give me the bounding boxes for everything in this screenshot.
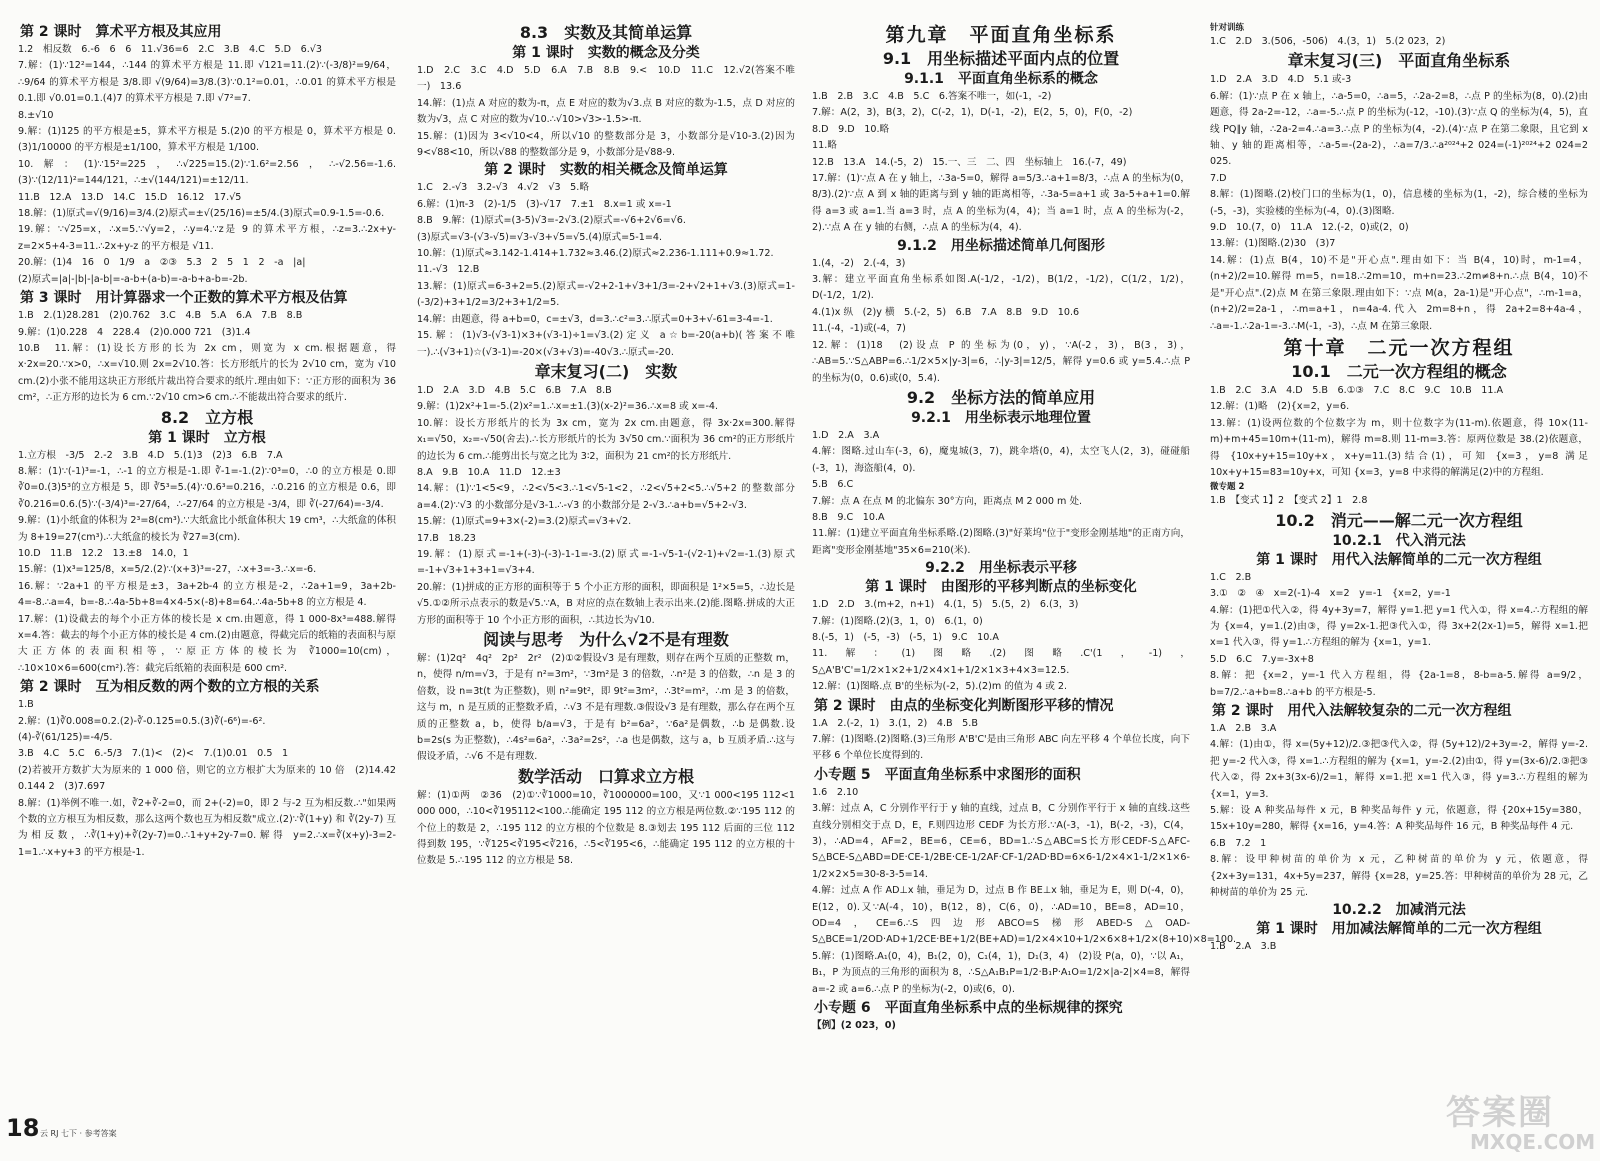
lesson-title: 9.2.1 用坐标表示地理位置 xyxy=(911,409,1091,426)
answer-paragraph: 8.解：(1)∵(-1)³=-1，∴-1 的立方根是-1.即 ∛-1=-1.(2)∵0³=0，∴0 的立方根是 0.即 ∛0=0.(3)5³的立方根是 5，即 ∛5³=5.(4)∵0.6³=0.216，∴0.216 的立方根是 0.6，即 ∛0.216=0.6.(5)∵(-3/4)³=-27/64，∴-27/64 的立方根是 -3/4，即 ∛(-27/64)=-3/4. xyxy=(18,465,396,510)
lesson-title: 第 2 课时 实数的相关概念及简单运算 xyxy=(484,162,728,179)
answer-paragraph: 11.(-4，-1)或(-4，7) xyxy=(812,323,906,335)
lesson-title: 小专题 5 平面直角坐标系中求图形的面积 xyxy=(814,766,1081,783)
answer-paragraph: 1.B 2.B 3.C 4.B 5.C 6.答案不唯一，如(-1，-2) xyxy=(812,91,1052,102)
answer-paragraph: 7.解：(1)图略.(2)(3，1，0) 6.(1，0) xyxy=(812,615,983,627)
section-title: 10.1 二元一次方程组的概念 xyxy=(1291,361,1507,381)
subsection-label: 针对训练 xyxy=(1210,23,1245,33)
lesson-title: 第 1 课时 由图形的平移判断点的坐标变化 xyxy=(865,579,1137,596)
answer-column-4 xyxy=(1210,22,1588,1142)
answer-paragraph: 14.解：由题意，得 a+b=0，c=±√3，d=3.∴c²=3.∴原式=0+3+√-61=3-4=-1. xyxy=(417,313,773,325)
lesson-title: 9.2.2 用坐标表示平移 xyxy=(925,560,1077,577)
answer-paragraph: 14.解：(1)点 B(4，10)不是"开心点".理由如下：当 B(4，10)时，m-1=4，(n+2)/2=10.解得 m=5，n=18.∴2m=10，m+n=23.∴2m≠8+n.∴点 B(4，10)不是"开心点".(2)点 M 在第三象限.理由如下：∵点 M(a，2a-1)是"开心点"，∴m-1=a，(n+2)/2=2a-1，∴m=a+1，n=4a-4.代入 2m=8+n，得 2a+2=8+4a-4，∴a=-1.∴2a-1=-3.∴M(-1，-3)，∴点 M 在第三象限. xyxy=(1210,254,1588,332)
answer-paragraph: 15.解：(1)√3-(√3-1)×3+(√3-1)÷1=√3.(2)定义 a☆b=-20(a+b)(答案不唯一).∴(√3+1)☆(√3-1)=-20×(√3+√3)=-40√3.∴原式=-20. xyxy=(417,330,795,358)
answer-paragraph: 8.(-5，1) (-5，-3) (-5，1) 9.C 10.A xyxy=(812,631,999,643)
watermark-url: MXQE.COM xyxy=(1470,1130,1596,1154)
answer-paragraph: 1.B 2.(1)28.281 (2)0.762 3.C 4.B 5.A 6.A 7.B 8.B xyxy=(18,310,303,322)
answer-paragraph: 10.B 11.解：(1)设长方形的长为 2x cm，则宽为 x cm.根据题意，得 x·2x=20.∵x>0，∴x=√10.则 2x=2√10.答：长方形纸片的长为 2√10 cm，宽为 √10 cm.(2)小张不能用这块正方形纸片裁出符合要求的纸片.理由如下：∵正方形的面积为 36 cm²，∴正方形的边长为 6 cm.∵2√10 cm>6 cm.∴不能裁出符合要求的纸片. xyxy=(18,342,396,404)
lesson-title: 9.1.2 用坐标描述简单几何图形 xyxy=(897,237,1105,254)
section-title: 10.2 消元——解二元一次方程组 xyxy=(1275,510,1523,530)
answer-paragraph: 19.解：(1)原式=-1+(-3)-(-3)-1-1=-3.(2)原式=-1-√5-1-(√2-1)+√2=-1.(3)原式=-1+√3+1+3+1=√3+4. xyxy=(417,548,795,577)
answer-paragraph: 1.C 2.D 3.(506，-506) 4.(3，1) 5.(2 023，2) xyxy=(1210,36,1446,47)
lesson-title: 10.2.1 代入消元法 xyxy=(1332,532,1466,549)
answer-paragraph: (3)原式=√3-(√3-√5)=√3-√3+√5=√5.(4)原式=5-1=4. xyxy=(417,231,663,243)
answer-paragraph: 1.D 2.A 3.D 4.B 5.C 6.B 7.A 8.B xyxy=(417,384,612,396)
answer-paragraph: 20.解：(1)拼成的正方形的面积等于 5 个小正方形的面积，即面积是 1²×5=5，∴边长是√5.①②所示点表示的数是√5.∵A，B 对应的点在数轴上表示出来.(2)能.图略.拼成的大正方形的面积等于 10 个小正方形的面积，∴其边长为√10. xyxy=(417,581,795,626)
answer-paragraph: 8.D 9.D 10.略 xyxy=(812,123,890,135)
answer-paragraph: 14.解：(1)∵1<5<9，∴2<√5<3.∴1<√5-1<2，∴2<√5+2<5.∴√5+2 的整数部分 a=4.(2)∵√3 的小数部分是√3-1.∴-√3 的小数部分是 2-√3.∴a+b=√5+2-√3. xyxy=(417,483,795,511)
answer-paragraph: 12.解：(1)略 (2){x=2，y=6. xyxy=(1210,401,1350,413)
section-title: 9.1 用坐标描述平面内点的位置 xyxy=(882,49,1120,68)
answer-paragraph: 15.解：(1)因为 3<√10<4，所以√10 的整数部分是 3，小数部分是√10-3.(2)因为 9<√88<10，所以√88 的整数部分是 9，小数部分是√88-9. xyxy=(417,130,795,159)
answer-paragraph: 1.D 2.D 3.(m+2，n+1) 4.(1，5) 5.(5，2) 6.(3，3) xyxy=(812,599,1079,611)
answer-paragraph: 8.解：把 {x=2，y=-1 代入方程组，得 {2a-1=8，8-b=a-5.解得 a=9/2，b=7/2.∴a+b=8.∴a+b 的平方根是-5. xyxy=(1210,670,1588,698)
answer-paragraph: 11.解：(1)图略.(2)图略.C'(1，-1)，S△A'B'C'=1/2×1×2+1/2×4×1+1/2×1×3+4×3=12.5. xyxy=(812,648,1190,676)
answer-paragraph: 9.D 10.(7，0) 11.A 12.(-2，0)或(2，0) xyxy=(1210,222,1409,234)
answer-paragraph: 1.C 2.B xyxy=(1210,571,1252,583)
answer-paragraph: 1.A 2.(-2，1) 3.(1，2) 4.B 5.B xyxy=(812,717,978,729)
answer-paragraph: 11.B 12.A 13.D 14.C 15.D 16.12 17.√5 xyxy=(18,191,242,203)
answer-paragraph: 4.(1)x 纵 (2)y 横 5.(-2，5) 6.B 7.A 8.B 9.D 10.6 xyxy=(812,306,1080,318)
answer-paragraph: 8.解：(1)图略.(2)校门口的坐标为(1，0)，信息楼的坐标为(1，-2)，综合楼的坐标为(-5，-3)，实验楼的坐标为(-4，0).(3)图略. xyxy=(1210,189,1588,217)
answer-paragraph: 17.解：(1)设截去的每个小正方体的棱长是 x cm.由题意，得 1 000-8x³=488.解得 x=4.答：截去的每个小正方体的棱长是 4 cm.(2)由题意，得截完后的纸箱的表面积与原大正方体的表面积相等，∵原正方体的棱长为 ∛1000=10(cm)，∴10×10×6=600(cm²).答：截完后纸箱的表面积是 600 cm². xyxy=(18,613,396,674)
answer-paragraph: 4.解：(1)由①，得 x=(5y+12)/2.③把③代入②，得 (5y+12)/2+3y=-2，解得 y=-2.把 y=-2 代入③，得 x=1.∴方程组的解为 {x=1，y=-2.(2)由①，得 y=(3x-6)/2.③把③代入②，得 2x+3(3x-6)/2=1，解得 x=1.把 x=1 代入③，得 y=3.∴方程组的解为 {x=1，y=3. xyxy=(1210,739,1588,800)
lesson-title: 第 1 课时 实数的概念及分类 xyxy=(512,45,700,61)
answer-paragraph: 8.解：设甲种树苗的单价为 x 元，乙种树苗的单价为 y 元，依题意，得 {2x+3y=131，4x+5y=237，解得 {x=28，y=25.答：甲种树苗的单价为 28 元，乙种树苗的单价为 25 元. xyxy=(1210,854,1588,899)
section-title: 章末复习(三) 平面直角坐标系 xyxy=(1287,51,1511,71)
lesson-title: 第 2 课时 互为相反数的两个数的立方根的关系 xyxy=(20,679,320,696)
answer-paragraph: 10.解：(1)∵15²=225，∴√225=15.(2)∵1.6²=2.56，∴-√2.56=-1.6.(3)∵(12/11)²=144/121，∴±√(144/121)=±12/11. xyxy=(18,158,396,187)
subsection-label: 微专题 2 xyxy=(1210,482,1245,493)
answer-paragraph: 3.B 4.C 5.C 6.-5/3 7.(1)< (2)< 7.(1)0.01 0.5 1 xyxy=(18,748,289,760)
answer-paragraph: 15.解：(1)原式=9+3×(-2)=3.(2)原式=√3+√2. xyxy=(417,516,632,528)
answer-paragraph: 20.解：(1)4 16 0 1/9 a ②③ 5.3 2 5 1 2 -a |a| xyxy=(18,257,306,269)
answer-paragraph: 8.A 9.B 10.A 11.D 12.±3 xyxy=(417,466,561,478)
section-title: 8.2 立方根 xyxy=(160,407,254,427)
answer-paragraph: 9.解：(1)125 的平方根是±5，算术平方根是 5.(2)0 的平方根是 0，算术平方根是 0.(3)1/10000 的平方根是±1/100，算术平方根是 1/100. xyxy=(18,126,396,154)
answer-paragraph: 8.B 9.解：(1)原式=(3-5)√3=-2√3.(2)原式=-√6+2√6=√6. xyxy=(417,215,686,227)
answer-paragraph: 1.A 2.B 3.A xyxy=(1210,723,1277,734)
answer-paragraph: 4.解：(1)把①代入②，得 4y+3y=7，解得 y=1.把 y=1 代入①，得 x=4.∴方程组的解为 {x=4，y=1.(2)由③，得 y=2x-1.把③代入①，得 3x+2(2x-1)=5，解得 x=1.把 x=1 代入③，得 y=1.∴方程组的解为 {x=1，y=1. xyxy=(1210,604,1588,649)
answer-paragraph: 13.解：(1)原式=6-3+2=5.(2)原式=-√2+2-1+√3+1/3=-2+√2+1+√3.(3)原式=1-(-3/2)+3+1/2=3/2+3+1/2=5. xyxy=(417,280,795,309)
answer-paragraph: 8.±√10 xyxy=(18,109,54,121)
answer-paragraph: 19.解：∵√25=x，∴x=5.∵√y=2，∴y=4.∵z是 9 的算术平方根，∴z=3.∴2x+y-z=2×5+4-3=11.∴2x+y-z 的平方根是 √11. xyxy=(18,224,396,252)
answer-paragraph: 9.解：(1)0.228 4 228.4 (2)0.000 721 (3)1.4 xyxy=(18,326,251,338)
answer-paragraph: 7.D xyxy=(1210,172,1227,184)
page-number: 18 xyxy=(6,1114,40,1142)
answer-paragraph: 17.B 18.23 xyxy=(417,532,476,544)
answer-paragraph: 12.解：(1)图略.点 B'的坐标为(-2，5).(2)m 的值为 4 或 2. xyxy=(812,681,1068,693)
lesson-title: 9.1.1 平面直角坐标系的概念 xyxy=(904,71,1098,87)
answer-paragraph: 17.解：(1)∵点 A 在 y 轴上，∴3a-5=0，解得 a=5/3.∴a+1=8/3，∴点 A 的坐标为(0，8/3).(2)∵点 A 到 x 轴的距离与到 y 轴的距离相等，∴3a-5=a+1 或 3a-5+a+1=0.解得 a=3 或 a=1.当 a=3 时，点 A 的坐标为(4，4)；当 a=1 时，点 A 的坐标为(-2，2).∵点 A 在 y 轴的右侧，∴点 A 的坐标为(4，4). xyxy=(812,173,1190,234)
watermark-logo: 答案圈 xyxy=(1446,1093,1554,1133)
lesson-title: 第 1 课时 用加减法解简单的二元一次方程组 xyxy=(1256,921,1542,938)
answer-paragraph: 8.B 9.C 10.A xyxy=(812,511,885,523)
answer-paragraph: 1.C 2.-√3 3.2-√3 4.√2 √3 5.略 xyxy=(417,182,589,194)
example-answer: 【例】(2 023，0) xyxy=(812,1020,896,1032)
answer-paragraph: 1.(4，-2) 2.(-4，3) xyxy=(812,257,906,269)
answer-paragraph: 1.2 相反数 6.-6 6 6 11.√36=6 2.C 3.B 4.C 5.D 6.√3 xyxy=(18,44,322,55)
answer-paragraph: 7.解：(1)∵12²=144，∴144 的算术平方根是 11.即 √121=11.(2)∵(-3/8)²=9/64，∴9/64 的算术平方根是 3/8.即 √(9/64)=3/8.(3)∵0.1²=0.01，∴0.01 的算术平方根是 0.1.即 √0.01=0.1.(4)7 的算术平方根是 7.即 √7²=7. xyxy=(18,60,396,105)
answer-paragraph: 18.解：(1)原式=√(9/16)=3/4.(2)原式=±√(25/16)=±5/4.(3)原式=0.9-1.5=-0.6. xyxy=(18,208,385,220)
answer-paragraph: 3.① ② ④ x=2(-1)-4 x=2 y=-1 {x=2，y=-1 xyxy=(1210,588,1451,600)
answer-paragraph: 11.解：(1)建立平面直角坐标系略.(2)图略.(3)"好莱坞"位于"变形金刚基地"的正南方向，距离"变形金刚基地"35×6=210(米). xyxy=(812,528,1190,556)
answer-paragraph: 1.6 2.10 xyxy=(812,786,859,798)
answer-paragraph: 5.解：(1)图略.A₁(0，4)，B₁(2，0)，C₁(4，1)，D₁(3，4) (2)设 P(a，0)，∵以 A₁，B₁，P 为顶点的三角形的面积为 8，∴S△A₁B₁P=1/2·B₁P·A₁O=1/2×|a-2|×4=8，解得 a=-2 或 a=6.∴点 P 的坐标为(-2，0)或(6，0). xyxy=(812,950,1190,995)
answer-paragraph: 13.解：(1)设两位数的个位数字为 m，则十位数字为(11-m).依题意，得 10×(11-m)+m+45=10m+(11-m)，解得 m=8.则 11-m=3.答：原两位数是 38.(2)依题意，得 {10x+y+15=10y+x，x+y=11.(3)结合(1)，可知 {x=3，y=8 满足 10x+y+15=83=10y+x，可知 {x=3，y=8 中求得的解满足(2)中的方程组. xyxy=(1210,417,1588,478)
answer-paragraph: 9.解：(1)小纸盒的体积为 2³=8(cm³).∵大纸盒比小纸盒体积大 19 cm³，∴大纸盒的体积为 8+19=27(cm³).∴大纸盒的棱长为 ∛27=3(cm). xyxy=(18,515,396,543)
section-title: 8.3 实数及其简单运算 xyxy=(519,23,693,42)
answer-paragraph: 5.D 6.C 7.y=-3x+8 xyxy=(1210,653,1314,665)
answer-paragraph: 2.解：(1)∛0.008=0.2.(2)-∛-0.125=0.5.(3)∛(-6⁶)=-6². xyxy=(18,715,266,727)
answer-paragraph: 13.解：(1)图略.(2)30 (3)7 xyxy=(1210,238,1336,250)
answer-paragraph: 14.解：(1)点 A 对应的数为-π，点 E 对应的数为√3.点 B 对应的数为-1.5，点 D 对应的数为√3，点 C 对应的数为√10.∴√10>√3>-1.5>-π. xyxy=(417,97,795,126)
answer-paragraph: 6.解：(1)π-3 (2)-1/5 (3)-√17 7.±1 8.x=1 或 x=-1 xyxy=(417,198,672,210)
lesson-title: 第 2 课时 算术平方根及其应用 xyxy=(20,24,222,40)
section-title: 阅读与思考 为什么√2不是有理数 xyxy=(483,630,729,649)
chapter-title: 第十章 二元一次方程组 xyxy=(1283,336,1515,359)
answer-paragraph: 6.B 7.2 1 xyxy=(1210,837,1267,849)
answer-paragraph: 10.D 11.B 12.2 13.±8 14.0，1 xyxy=(18,547,189,559)
answer-paragraph: 1.立方根 -3/5 2.-2 3.B 4.D 5.(1)3 (2)3 6.B 7.A xyxy=(18,449,283,461)
answer-paragraph: 8.解：(1)举例不唯一.如，∛2+∛-2=0，而 2+(-2)=0，即 2 与-2 互为相反数.∴"如果两个数的立方根互为相反数，那么这两个数也互为相反数"成立.(2)∵∛(1+y) 和 ∛(2y-7) 互为相反数，∴∛(1+y)+∛(2y-7)=0.∴1+y+2y-7=0.解得 y=2.∴x=∛(x+y)-3=2-1=1.∴x+y+3 的平方根是-1. xyxy=(18,797,396,858)
chapter-title: 第九章 平面直角坐标系 xyxy=(885,24,1117,46)
answer-paragraph: 5.B 6.C xyxy=(812,479,854,491)
answer-paragraph: 解：(1)2q² 4q² 2p² 2r² (2)①②假设√3 是有理数，则存在两个互质的正整数 m，n，使得 n/m=√3，于是有 n²=3m²，∵3m²是 3 的倍数，∴n²是 3 的倍数，∴n 是 3 的倍数，设 n=3t(t 为正整数)，则 n²=9t²，即 9t²=3m²，∴3t²=m²，∴m 是 3 的倍数，这与 m，n 是互质的正整数矛盾，∴√3 不是有理数.③假设√3 是有理数，那么存在两个互质的正整数 a，b，使得 b/a=√3，于是有 b²=6a²，∵6a²是偶数，∴b 是偶数.设 b=2s(s 为正整数)，∴4s²=6a²，∴3a²=2s²，∴a 也是偶数，这与 a，b 互质矛盾.∴这与假设矛盾，∴√6 不是有理数. xyxy=(417,653,795,763)
answer-paragraph: 7.解：点 A 在点 M 的北偏东 30°方向，距离点 M 2 000 m 处. xyxy=(812,495,1083,507)
answer-paragraph: 1.B 2.C 3.A 4.D 5.B 6.①③ 7.C 8.C 9.C 10.B 11.A xyxy=(1210,384,1504,396)
answer-paragraph: 7.解：(1)图略.(2)图略.(3)三角形 A'B'C'是由三角形 ABC 向左平移 4 个单位长度，向下平移 6 个单位长度得到的. xyxy=(812,734,1190,762)
answer-paragraph: (2)若被开方数扩大为原来的 1 000 倍，则它的立方根扩大为原来的 10 倍 (2)14.42 0.144 2 (3)7.697 xyxy=(18,764,406,793)
section-title: 9.2 坐标方法的简单应用 xyxy=(906,387,1096,407)
answer-paragraph: 11.-√3 12.B xyxy=(417,264,480,276)
answer-paragraph: 1.B 2.A 3.B xyxy=(1210,941,1277,953)
lesson-title: 小专题 6 平面直角坐标系中点的坐标规律的探究 xyxy=(814,1000,1123,1017)
answer-paragraph: 9.解：(1)2x²+1=-5.(2)x²=1.∴x=±1.(3)(x-2)²=36.∴x=8 或 x=-4. xyxy=(417,401,719,413)
answer-paragraph: (2)原式=|a|-|b|-|a-b|=-a-b+(a-b)=-a-b+a-b=-2b. xyxy=(18,273,248,285)
answer-paragraph: 11.略 xyxy=(812,140,837,152)
answer-paragraph: 3.解：建立平面直角坐标系如图.A(-1/2，-1/2)，B(1/2，-1/2)，C(1/2，1/2)，D(-1/2，1/2). xyxy=(812,274,1190,302)
answer-paragraph: 4.解：图略.过山车(-3，6)，魔鬼城(3，7)，跳伞塔(0，4)，太空飞人(2，3)，碰碰船(-3，1)，海盗船(4，0). xyxy=(812,446,1190,474)
answer-paragraph: 10.解：设长方形纸片的长为 3x cm，宽为 2x cm.由题意，得 3x·2x=300.解得 x₁=√50，x₂=-√50(舍去).∴长方形纸片的长为 3√50 cm.∵面积为 36 cm²的正方形纸片的边长为 6 cm.∴能剪出长与宽之比为 3∶2，面积为 21 cm²的长方形纸片. xyxy=(417,417,795,462)
section-title: 数学活动 口算求立方根 xyxy=(517,766,694,786)
lesson-title: 第 1 课时 用代入法解简单的二元一次方程组 xyxy=(1256,551,1542,568)
lesson-title: 第 1 课时 立方根 xyxy=(148,429,266,446)
answer-paragraph: 1.D 2.C 3.C 4.D 5.D 6.A 7.B 8.B 9.< 10.D 11.C 12.√2(答案不唯一) 13.6 xyxy=(417,65,795,93)
answer-paragraph: (4)-∛(61/125)=-4/5. xyxy=(18,732,113,744)
answer-column-2 xyxy=(417,22,795,1142)
answer-paragraph: 7.解：A(2，3)，B(3，2)，C(-2，1)，D(-1，-2)，E(2，5，0)，F(0，-2) xyxy=(812,107,1133,119)
answer-paragraph: 1.D 2.A 3.A xyxy=(812,429,880,441)
answer-paragraph: 1.B 【变式 1】2 【变式 2】1 2.8 xyxy=(1210,495,1368,507)
answer-paragraph: 3.解：过点 A，C 分别作平行于 y 轴的直线，过点 B，C 分别作平行于 x 轴的直线.这些直线分别相交于点 D，E，F.则四边形 CEDF 为长方形.∵A(-3，-1)，B(-2，-3)，C(4，3)，∴AD=4，AF=2，BE=6，CE=6，BD=1.∴S△ABC=S长方形CEDF-S△AFC-S△BCE-S△ABD=DE·CE-1/2BE·CE-1/2AF·CF-1/2AD·BD=6×6-1/2×4×1-1/2×1×6-1/2×2×5=30-8-3-5=14. xyxy=(812,803,1190,880)
answer-paragraph: 6.解：(1)∵点 P 在 x 轴上，∴a-5=0，∴a=5，∴2a-2=8，∴点 P 的坐标为(8，0).(2)由题意，得 2a-2=-12，∴a=-5.∴点 P 的坐标为(-12，-10).(3)∵点 Q 的坐标为(4，5)，直线 PQ∥y 轴，∴2a-2=4.∴a=3.∴点 P 的坐标为(4，-2).(4)∵点 P 在第二象限，且它到 x 轴、y 轴的距离相等，∴a-5=-(2a-2)，∴a=7/3.∴a²⁰²⁴+2 024=(-1)²⁰²⁴+2 024=2 025. xyxy=(1210,90,1588,168)
answer-paragraph: 10.解：(1)原式≈3.142-1.414+1.732≈3.46.(2)原式≈2.236-1.111+0.9≈1.72. xyxy=(417,248,774,260)
answer-paragraph: 4.解：过点 A 作 AD⊥x 轴，垂足为 D，过点 B 作 BE⊥x 轴，垂足为 E，则 D(-4，0)，E(12，0).又∵A(-4，10)，B(12，8)，C(6，0)，∴AD=10，BE=8，AD=10，OD=4，CE=6.∴S四边形ABCO=S梯形ABED-S△OAD-S△BCE=1/2OD·AD+1/2CE·BE+1/2(BE+AD)=1/2×4×10+1/2×6×8+1/2×(8+10)×8=100. xyxy=(812,885,1237,946)
answer-column-1 xyxy=(18,22,406,1142)
lesson-title: 第 3 课时 用计算器求一个正数的算术平方根及估算 xyxy=(20,290,348,307)
lesson-title: 第 2 课时 由点的坐标变化判断图形平移的情况 xyxy=(814,697,1114,714)
page-footer: 云 RJ 七下 · 参考答案 xyxy=(40,1129,117,1138)
lesson-title: 10.2.2 加减消元法 xyxy=(1332,902,1466,919)
answer-paragraph: 解：(1)①两 ②36 (2)①∵∛1000=10，∛1000000=100，又∵1 000<195 112<1 000 000，∴10<∛195112<100.∴能确定 195 112 的立方根是两位数.②∵195 112 的个位上的数是 2，∴195 112 的立方根的个位数是 8.③划去 195 112 后面的三位 112 得到数 195，∵∛125<∛195<∛216，∴5<∛195<6，∴能确定 195 112 的立方根的十位数是 5.∴195 112 的立方根是 58. xyxy=(417,789,795,867)
answer-paragraph: 12.B 13.A 14.(-5，2) 15.一、三 二、四 坐标轴上 16.(-7，49) xyxy=(812,156,1127,168)
answer-paragraph: 12.解：(1)18 (2)设点 P 的坐标为(0，y)，∵A(-2，3)，B(3，3)，∴AB=5.∵S△ABP=6.∴1/2×5×|y-3|=6，∴|y-3|=12/5，解得 y=0.6 或 y=5.4.∴点 P 的坐标为(0，0.6)或(0，5.4). xyxy=(812,339,1190,384)
answer-paragraph: 16.解：∵2a+1 的平方根是±3，3a+2b-4 的立方根是-2，∴2a+1=9，3a+2b-4=-8.∴a=4，b=-8.∴4a-5b+8=4×4-5×(-8)+8=64.∴4a-5b+8 的立方根是 4. xyxy=(18,580,396,609)
answer-paragraph: 5.解：设 A 种奖品每件 x 元，B 种奖品每件 y 元，依题意，得 {20x+15y=380，15x+10y=280，解得 {x=16，y=4.答：A 种奖品每件 16 元，B 种奖品每件 4 元. xyxy=(1210,805,1588,833)
answer-paragraph: 1.D 2.A 3.D 4.D 5.1 或-3 xyxy=(1210,74,1352,86)
lesson-title: 第 2 课时 用代入法解较复杂的二元一次方程组 xyxy=(1212,703,1512,719)
answer-paragraph: 1.B xyxy=(18,699,34,711)
section-title: 章末复习(二) 实数 xyxy=(534,361,678,381)
answer-paragraph: 15.解：(1)x³=125/8，x=5/2.(2)∵(x+3)³=-27，∴x+3=-3.∴x=-6. xyxy=(18,564,317,576)
